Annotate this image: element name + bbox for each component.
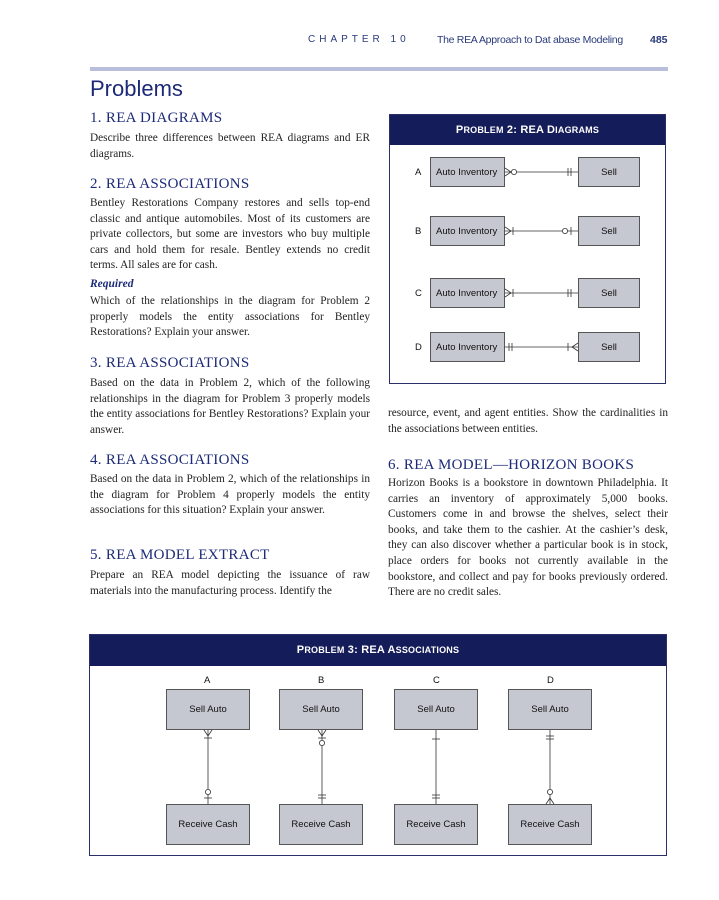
problem-2-title: 2. REA ASSOCIATIONS [90,176,250,192]
entity-auto-inventory: Auto Inventory [430,216,505,246]
problem-5-text-col1: Prepare an REA model depicting the issuance of raw materials into the manufacturing process. Identify the [90,569,370,597]
row-label-a: A [415,167,422,178]
column-label-b: B [318,675,325,686]
figure-3-title-part: P [296,644,305,656]
column-label-a: A [204,675,211,686]
problem-4-title: 4. REA ASSOCIATIONS [90,452,250,468]
entity-sell-auto: Sell Auto [166,689,250,730]
row-label-b: B [415,226,422,237]
entity-sell-auto: Sell Auto [279,689,363,730]
entity-sell: Sell [578,216,640,246]
problem-2-text: Bentley Restorations Company restores and sells top-end classic and antique automobiles. Most of its customers are private collectors, but some are investors who buy multiple cars and hold them for resale. Bentley extends no credit terms. All sales are for cash. [90,197,370,272]
entity-receive-cash: Receive Cash [508,804,592,845]
figure-3-connectors [90,635,668,857]
row-label-d: D [415,342,422,353]
problem-2-required-label: Required [90,278,134,290]
page-number: 485 [650,34,668,46]
problem-6-title: 6. REA MODEL—HORIZON BOOKS [388,457,635,473]
entity-auto-inventory: Auto Inventory [430,332,505,362]
column-label-c: C [433,675,440,686]
running-head [0,34,719,50]
figure-3-title-part: ROBLEM [304,645,345,655]
figure-2-title-part: 2: REA D [503,124,556,136]
problem-6-text: Horizon Books is a bookstore in downtown Philadelphia. It carries an inventory of approximately 5,000 books. Customers come in and browse the shelves, select their books, and take them to the cashier. At the cashier’s desk, they can also discover whether a particular book is in stock, place orders for books not currently available in the bookstore, and collect and pay for books previously ordered. There are no credit sales. [388,477,668,599]
entity-receive-cash: Receive Cash [166,804,250,845]
figure-2-connectors [390,115,667,385]
entity-sell: Sell [578,332,640,362]
entity-sell-auto: Sell Auto [508,689,592,730]
figure-3-title-part: 3: REA A [344,644,396,656]
entity-receive-cash: Receive Cash [279,804,363,845]
entity-sell-auto: Sell Auto [394,689,478,730]
section-title: Problems [90,76,183,101]
chapter-label: CHAPTER 10 [308,34,410,45]
problem-1-title: 1. REA DIAGRAMS [90,110,223,126]
figure-2-title-part: ROBLEM [463,125,504,135]
entity-auto-inventory: Auto Inventory [430,157,505,187]
entity-sell: Sell [578,157,640,187]
figure-problem-2 [389,114,666,384]
entity-receive-cash: Receive Cash [394,804,478,845]
entity-sell: Sell [578,278,640,308]
problem-2-required-text: Which of the relationships in the diagram for Problem 2 properly models the entity associations for Bentley Restorations? Explain your answer. [90,295,370,339]
header-rule [90,67,668,71]
column-label-d: D [547,675,554,686]
figure-2-title-part: P [455,124,464,136]
figure-2-title-part: IAGRAMS [555,125,600,135]
problem-3-text: Based on the data in Problem 2, which of the following relationships in the diagram for Problem 3 properly models the entity associations for Bentley Restorations? Explain your answer. [90,377,370,436]
figure-3-title-part: SSOCIATIONS [395,645,460,655]
row-label-c: C [415,288,422,299]
problem-4-text: Based on the data in Problem 2, which of the relationships in the diagram for Problem 4 properly models the entity associations for this situation? Explain your answer. [90,473,370,517]
chapter-title: The REA Approach to Dat abase Modeling [437,34,623,46]
problem-1-text: Describe three differences between REA diagrams and ER diagrams. [90,132,370,160]
problem-3-title: 3. REA ASSOCIATIONS [90,355,250,371]
entity-auto-inventory: Auto Inventory [430,278,505,308]
problem-5-title: 5. REA MODEL EXTRACT [90,547,270,563]
problem-5-text-col2: resource, event, and agent entities. Show the cardinalities in the associations between entities. [388,407,668,435]
figure-problem-3 [89,634,667,856]
